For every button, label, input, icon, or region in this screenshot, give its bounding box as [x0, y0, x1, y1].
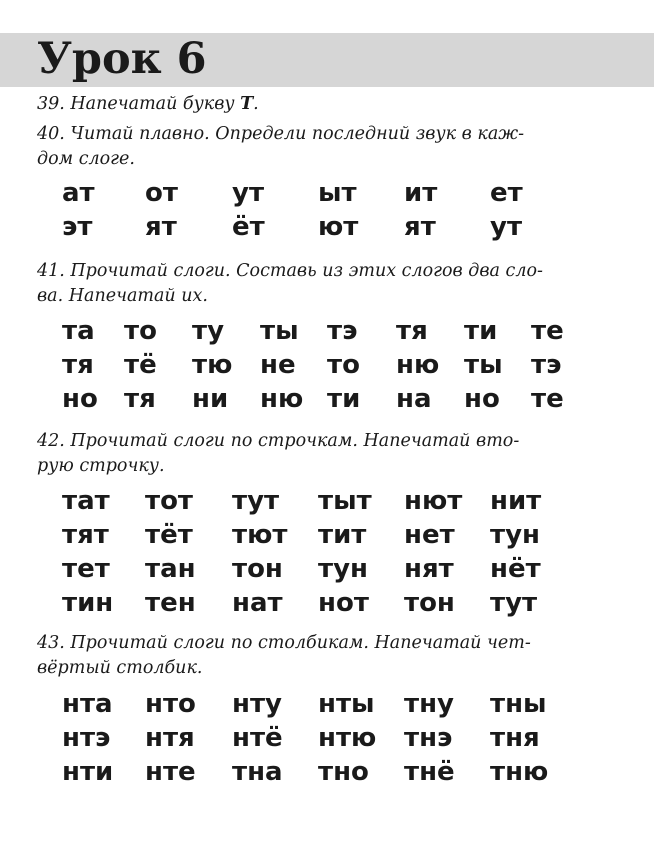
task-41-line-1: Прочитай слоги. Составь из этих слогов два сло-: [70, 261, 543, 281]
syllable: нят: [404, 554, 454, 584]
syllable: тун: [490, 520, 540, 550]
syllable-row: [0, 721, 654, 755]
syllable: тну: [404, 689, 454, 719]
syllable-row: [0, 348, 654, 382]
task-39-text: Напечатай букву: [70, 94, 235, 114]
syllable: нте: [145, 757, 196, 787]
syllable: то: [124, 316, 157, 346]
syllable: тон: [404, 588, 455, 618]
syllable-row: [0, 210, 654, 244]
syllable: нёт: [490, 554, 541, 584]
syllable: нта: [62, 689, 113, 719]
syllable: но: [464, 384, 500, 414]
syllable: тан: [145, 554, 196, 584]
syllable: тнэ: [404, 723, 453, 753]
syllable: ты: [260, 316, 299, 346]
syllable: тна: [232, 757, 283, 787]
lesson-title: Урок 6: [37, 34, 207, 84]
syllable-row: [0, 382, 654, 416]
syllable: нту: [232, 689, 282, 719]
syllable: не: [260, 350, 296, 380]
syllable: тют: [232, 520, 288, 550]
syllable: тет: [62, 554, 110, 584]
syllable: ат: [62, 178, 95, 208]
task-40-number: 40.: [37, 124, 65, 144]
syllable: тят: [62, 520, 109, 550]
syllable: тот: [145, 486, 194, 516]
syllable: ту: [192, 316, 225, 346]
syllable: то: [327, 350, 360, 380]
task-43-number: 43.: [37, 633, 65, 653]
syllable: ти: [464, 316, 498, 346]
syllable: тат: [62, 486, 110, 516]
syllable: нтё: [232, 723, 283, 753]
syllable: от: [145, 178, 178, 208]
task-42-number: 42.: [37, 431, 65, 451]
syllable: тут: [490, 588, 538, 618]
syllable: ыт: [318, 178, 357, 208]
syllable: нот: [318, 588, 369, 618]
syllable: ют: [318, 212, 359, 242]
syllable: та: [62, 316, 95, 346]
task-39-bold-letter: Т: [240, 94, 254, 114]
syllable: ти: [327, 384, 361, 414]
syllable: тя: [396, 316, 428, 346]
syllable: тен: [145, 588, 196, 618]
syllable-row: [0, 314, 654, 348]
syllable: ут: [232, 178, 265, 208]
task-40-instruction: [37, 122, 607, 172]
syllable: тю: [192, 350, 233, 380]
syllable: нти: [62, 757, 114, 787]
syllable-row: [0, 484, 654, 518]
syllable: но: [62, 384, 98, 414]
syllable: тно: [318, 757, 369, 787]
syllable: тня: [490, 723, 540, 753]
syllable: тё: [124, 350, 157, 380]
syllable: нтю: [318, 723, 377, 753]
syllable-row: [0, 518, 654, 552]
syllable: нты: [318, 689, 375, 719]
syllable: эт: [62, 212, 93, 242]
syllable: ни: [192, 384, 229, 414]
syllable: те: [531, 384, 564, 414]
syllable: ят: [404, 212, 436, 242]
task-41-line-2: ва. Напечатай их.: [37, 286, 208, 306]
syllable: тэ: [327, 316, 358, 346]
task-41-number: 41.: [37, 261, 65, 281]
syllable: тин: [62, 588, 114, 618]
task-40-line-1: Читай плавно. Определи последний звук в каж-: [70, 124, 525, 144]
task-42-line-1: Прочитай слоги по строчкам. Напечатай вто-: [70, 431, 520, 451]
syllable: ню: [260, 384, 304, 414]
syllable: ут: [490, 212, 523, 242]
syllable: ет: [490, 178, 523, 208]
syllable-row: [0, 755, 654, 789]
syllable: нет: [404, 520, 455, 550]
syllable: нат: [232, 588, 283, 618]
syllable: на: [396, 384, 432, 414]
task-43-instruction: [37, 631, 607, 681]
syllable: тыт: [318, 486, 372, 516]
syllable: тут: [232, 486, 280, 516]
syllable: тнё: [404, 757, 455, 787]
syllable: нтэ: [62, 723, 111, 753]
task-43-line-1: Прочитай слоги по столбикам. Напечатай чет-: [70, 633, 531, 653]
syllable: тя: [124, 384, 156, 414]
syllable: тню: [490, 757, 549, 787]
syllable: тны: [490, 689, 547, 719]
syllable: ят: [145, 212, 177, 242]
syllable-row: [0, 586, 654, 620]
syllable: ты: [464, 350, 503, 380]
task-40-line-2: дом слоге.: [37, 149, 135, 169]
syllable: тёт: [145, 520, 193, 550]
syllable: ит: [404, 178, 438, 208]
syllable: нто: [145, 689, 196, 719]
syllable-row: [0, 687, 654, 721]
syllable-row: [0, 552, 654, 586]
task-42-line-2: рую строчку.: [37, 456, 165, 476]
syllable: нют: [404, 486, 463, 516]
syllable: ню: [396, 350, 440, 380]
syllable: тя: [62, 350, 94, 380]
syllable: те: [531, 316, 564, 346]
task-42-instruction: [37, 429, 607, 479]
task-41-instruction: [37, 259, 607, 309]
syllable-row: [0, 176, 654, 210]
syllable: ёт: [232, 212, 265, 242]
syllable: тон: [232, 554, 283, 584]
task-39-number: 39.: [37, 94, 65, 114]
syllable: тит: [318, 520, 367, 550]
task-39-instruction: [37, 92, 607, 117]
task-39-end: .: [253, 94, 259, 114]
syllable: нит: [490, 486, 542, 516]
syllable: тэ: [531, 350, 562, 380]
syllable: нтя: [145, 723, 195, 753]
task-43-line-2: вёртый столбик.: [37, 658, 203, 678]
syllable: тун: [318, 554, 368, 584]
